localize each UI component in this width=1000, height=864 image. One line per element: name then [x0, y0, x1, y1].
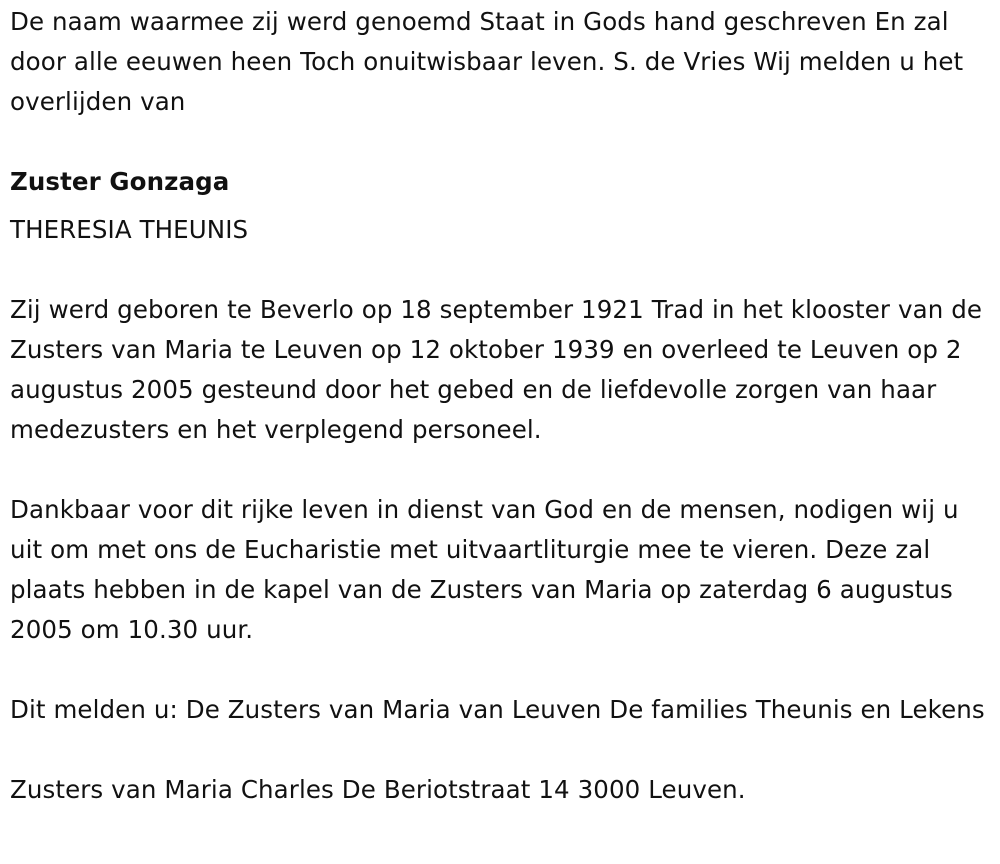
spacer [10, 202, 990, 210]
religious-name: Zuster Gonzaga [10, 167, 230, 196]
invitation-paragraph: Dankbaar voor dit rijke leven in dienst van God en de mensen, nodigen wij u uit om met ons de Eucharistie met uitvaartliturgie mee te vieren. Deze zal plaats hebben in de kapel van de Zusters van Maria op zaterdag 6 augustus 2005 om 10.30 uur. [10, 495, 959, 644]
spacer [10, 250, 990, 290]
intro-poem: De naam waarmee zij werd genoemd Staat in Gods hand geschreven En zal door alle eeuwen heen Toch onuitwisbaar leven. S. de Vries Wij melden u het overlijden van [10, 7, 964, 116]
biography-paragraph: Zij werd geboren te Beverlo op 18 september 1921 Trad in het klooster van de Zusters van Maria te Leuven op 12 oktober 1939 en overleed te Leuven op 2 augustus 2005 gesteund door het gebed en de liefdevolle zorgen van haar medezusters en het verplegend personeel. [10, 295, 983, 444]
announcers-paragraph: Dit melden u: De Zusters van Maria van Leuven De families Theunis en Lekens [10, 695, 985, 724]
address-line: Zusters van Maria Charles De Beriotstraat 14 3000 Leuven. [10, 775, 746, 804]
spacer [10, 122, 990, 162]
spacer [10, 650, 990, 690]
obituary-document [10, 2, 990, 810]
spacer [10, 450, 990, 490]
spacer [10, 730, 990, 770]
civil-name: THERESIA THEUNIS [10, 215, 249, 244]
